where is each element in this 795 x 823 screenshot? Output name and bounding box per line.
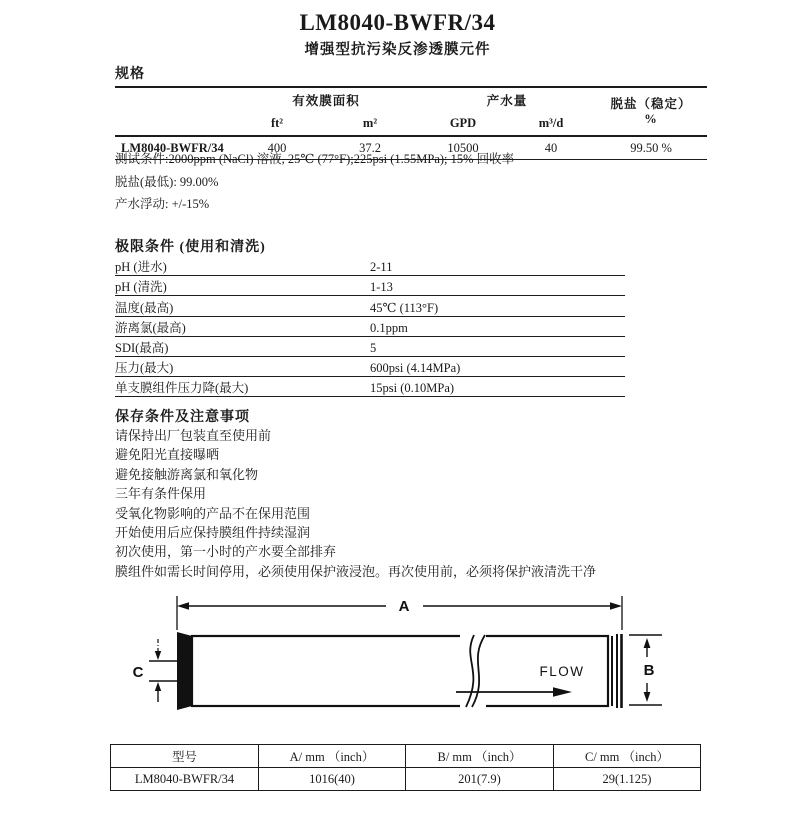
left-end-cap: [177, 632, 192, 710]
dim-value-a: 1016(40): [259, 768, 406, 791]
spec-model-cell: LM8040-BWFR/34: [115, 136, 233, 160]
spec-unit-m3d: m³/d: [507, 112, 595, 136]
dim-header-b: B/ mm （inch）: [406, 745, 554, 768]
spec-corner-cell: [115, 87, 233, 112]
dimension-b-label: B: [643, 662, 655, 679]
limit-label: pH (清洗): [115, 280, 167, 295]
dim-value-model: LM8040-BWFR/34: [111, 768, 259, 791]
storage-note: 开始使用后应保持膜组件持续湿润: [115, 525, 311, 541]
storage-note: 受氧化物影响的产品不在保用范围: [115, 505, 311, 521]
membrane-element-diagram: [110, 590, 690, 738]
specifications-heading: 规格: [115, 67, 145, 82]
dim-header-a: A/ mm （inch）: [259, 745, 406, 768]
storage-note: 避免接触游离氯和氧化物: [115, 466, 259, 482]
spec-value-area-ft2: 400: [233, 136, 321, 160]
limit-label: SDI(最高): [115, 340, 169, 355]
limit-value: 1-13: [370, 280, 393, 295]
limits-heading: 极限条件 (使用和清洗): [115, 240, 266, 255]
limit-row-pressure: [115, 357, 625, 377]
limit-row-temperature: [115, 296, 625, 316]
spec-rejection-line1: 脱盐（稳定）: [610, 96, 692, 111]
limit-value: 45℃ (113°F): [370, 300, 439, 315]
limit-label: pH (进水): [115, 260, 167, 275]
page-title: LM8040-BWFR/34: [299, 10, 496, 35]
limit-value: 600psi (4.14MPa): [370, 361, 461, 376]
storage-heading: 保存条件及注意事项: [115, 410, 250, 425]
dimensions-data-row: [111, 768, 701, 791]
spec-rejection-line2: %: [644, 111, 658, 126]
spec-unit-ft2: ft²: [233, 112, 321, 136]
storage-note: 避免阳光直接曝晒: [115, 447, 220, 463]
min-rejection-line: 脱盐(最低): 99.00%: [115, 174, 219, 189]
dim-header-model: 型号: [111, 745, 259, 768]
dimension-c: [149, 639, 178, 702]
storage-note: 请保持出厂包装直至使用前: [115, 428, 272, 443]
dimensions-table: [110, 744, 701, 791]
spec-value-flow-gpd: 10500: [419, 136, 507, 160]
limit-value: 15psi (0.10MPa): [370, 381, 455, 396]
flow-tolerance-line: 产水浮动: +/-15%: [115, 197, 210, 211]
page-subtitle: 增强型抗污染反渗透膜元件: [304, 42, 491, 58]
dimension-c-label: C: [132, 664, 144, 681]
storage-note: 三年有条件保用: [115, 486, 207, 502]
storage-note: 初次使用，第一小时的产水要全部排弃: [115, 544, 337, 560]
test-conditions-block: [115, 153, 514, 221]
dim-header-c: C/ mm （inch）: [554, 745, 701, 768]
limit-row-sdi: [115, 337, 625, 357]
test-conditions-line: 测试条件:2000ppm (NaCl) 溶液, 25℃ (77°F);225psi (1.55MPa); 15% 回收率: [115, 152, 515, 166]
right-end-cap: [612, 634, 622, 708]
spec-group-rejection: [595, 87, 707, 136]
spec-group-permeate-flow: 产水量: [486, 94, 528, 108]
dim-value-c: 29(1.125): [554, 768, 701, 791]
specifications-table: [115, 86, 707, 160]
limit-label: 温度(最高): [115, 300, 174, 315]
spec-value-area-m2: 37.2: [321, 136, 419, 160]
limit-row-ph-feed: [115, 256, 625, 276]
limit-label: 压力(最大): [115, 361, 174, 376]
limit-label: 游离氯(最高): [115, 320, 186, 335]
limit-row-pressure-drop: [115, 377, 625, 397]
flow-label: FLOW: [539, 664, 585, 679]
limit-value: 5: [370, 340, 377, 355]
spec-value-flow-m3d: 40: [507, 136, 595, 160]
limit-value: 0.1ppm: [370, 320, 408, 335]
limits-table: [115, 256, 625, 397]
spec-unit-gpd: GPD: [419, 112, 507, 136]
dimensions-header-row: [111, 745, 701, 768]
spec-group-membrane-area: 有效膜面积: [292, 94, 360, 108]
dimension-a-label: A: [398, 598, 410, 615]
limit-label: 单支膜组件压力降(最大): [115, 381, 249, 396]
storage-notes-list: [115, 426, 596, 581]
limit-value: 2-11: [370, 260, 393, 275]
element-drawing: [110, 590, 690, 738]
spec-unit-m2: m²: [321, 112, 419, 136]
dim-value-b: 201(7.9): [406, 768, 554, 791]
storage-note: 膜组件如需长时间停用，必须使用保护液浸泡。再次使用前，必须将保护液清洗干净: [115, 563, 597, 579]
spec-value-rejection: 99.50 %: [595, 136, 707, 160]
limit-row-ph-clean: [115, 276, 625, 296]
spec-unit-empty: [115, 112, 233, 136]
limit-row-free-chlorine: [115, 317, 625, 337]
